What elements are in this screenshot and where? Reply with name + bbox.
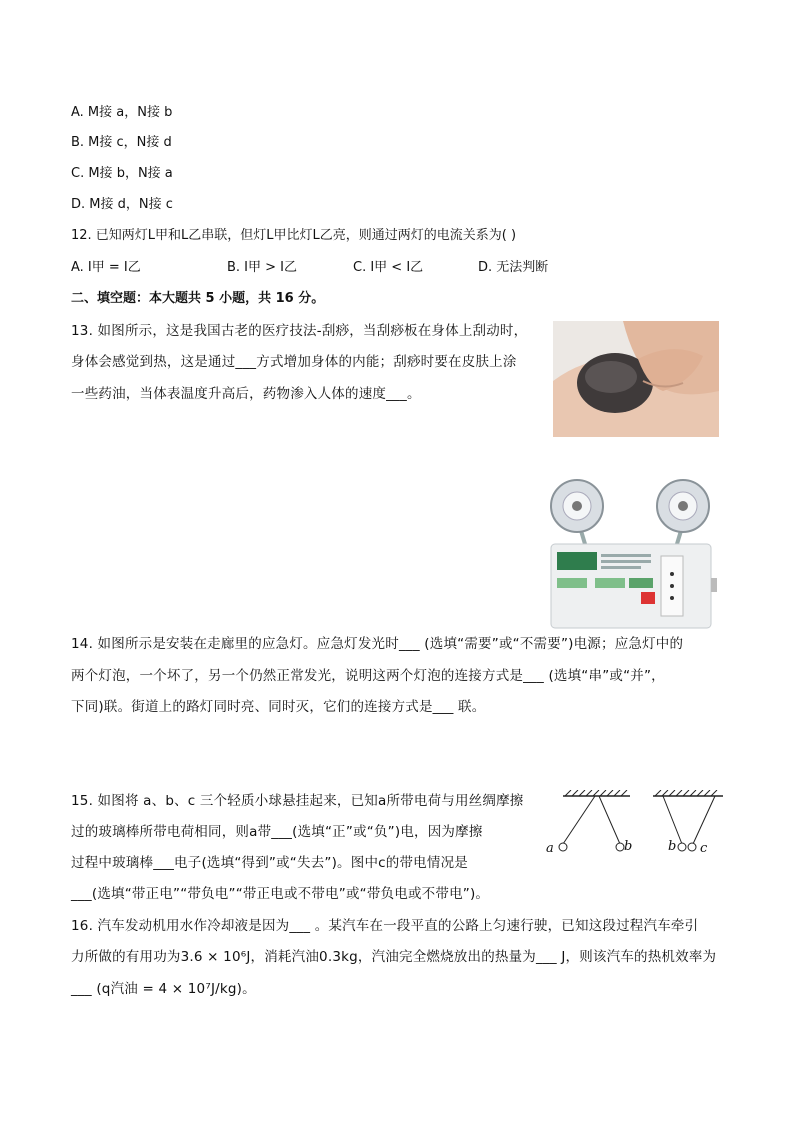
question-16-line-2: 力所做的有用功为3.6 × 10⁶J，消耗汽油0.3kg，汽油完全燃烧放出的热量为___ J，则该汽车的热机效率为	[71, 949, 717, 965]
question-14-line-2: 两个灯泡，一个坏了，另一个仍然正常发光，说明这两个灯泡的连接方式是___ (选填“串”或“并”，	[71, 668, 665, 684]
gua-sha-photo	[553, 321, 719, 437]
ball-label-b: b	[624, 839, 633, 854]
question-15-line-4: ___(选填“带正电”“带负电”“带正电或不带电”或“带负电或不带电”)。	[71, 886, 490, 902]
question-14-line-1: 14. 如图所示是安装在走廊里的应急灯。应急灯发光时___ (选填“需要”或“不需要”)电源；应急灯中的	[71, 636, 684, 652]
option-12-b: B. I甲 > I乙	[227, 260, 298, 275]
question-15-line-2: 过的玻璃棒所带电荷相同，则a带___(选填“正”或“负”)电，因为摩擦	[71, 824, 483, 840]
ball-label-c: c	[700, 841, 708, 856]
question-12: 12. 已知两灯L甲和L乙串联，但灯L甲比灯L乙亮，则通过两灯的电流关系为( )	[71, 228, 517, 243]
emergency-lamp-photo	[543, 478, 719, 634]
option-11-d: D. M接 d，N接 c	[71, 197, 173, 212]
question-16-line-3: ___ (q汽油 = 4 × 10⁷J/kg)。	[71, 981, 256, 997]
option-11-a: A. M接 a，N接 b	[71, 105, 173, 120]
ball-label-b2: b	[668, 839, 677, 854]
question-13-line-2: 身体会感觉到热，这是通过___方式增加身体的内能；刮痧时要在皮肤上涂	[71, 354, 517, 370]
question-13-line-3: 一些药油，当体表温度升高后，药物渗入人体的速度___。	[71, 386, 421, 402]
charged-balls-figure	[545, 790, 725, 860]
section-heading: 二、填空题：本大题共 5 小题，共 16 分。	[71, 291, 325, 306]
option-11-b: B. M接 c，N接 d	[71, 135, 172, 150]
question-14-line-3: 下同)联。街道上的路灯同时亮、同时灭，它们的连接方式是___ 联。	[71, 699, 486, 715]
question-15-line-3: 过程中玻璃棒___电子(选填“得到”或“失去”)。图中c的带电情况是	[71, 855, 468, 871]
question-13-line-1: 13. 如图所示，这是我国古老的医疗技法-刮痧，当刮痧板在身体上刮动时，	[71, 323, 528, 339]
question-16-line-1: 16. 汽车发动机用水作冷却液是因为___ 。某汽车在一段平直的公路上匀速行驶，已知这段过程汽车牵引	[71, 918, 699, 934]
ball-label-a: a	[546, 841, 554, 856]
option-12-a: A. I甲 = I乙	[71, 260, 141, 275]
question-15-line-1: 15. 如图将 a、b、c 三个轻质小球悬挂起来，已知a所带电荷与用丝绸摩擦	[71, 793, 524, 809]
option-12-c: C. I甲 < I乙	[353, 260, 424, 275]
option-12-d: D. 无法判断	[478, 260, 549, 275]
option-11-c: C. M接 b，N接 a	[71, 166, 173, 181]
